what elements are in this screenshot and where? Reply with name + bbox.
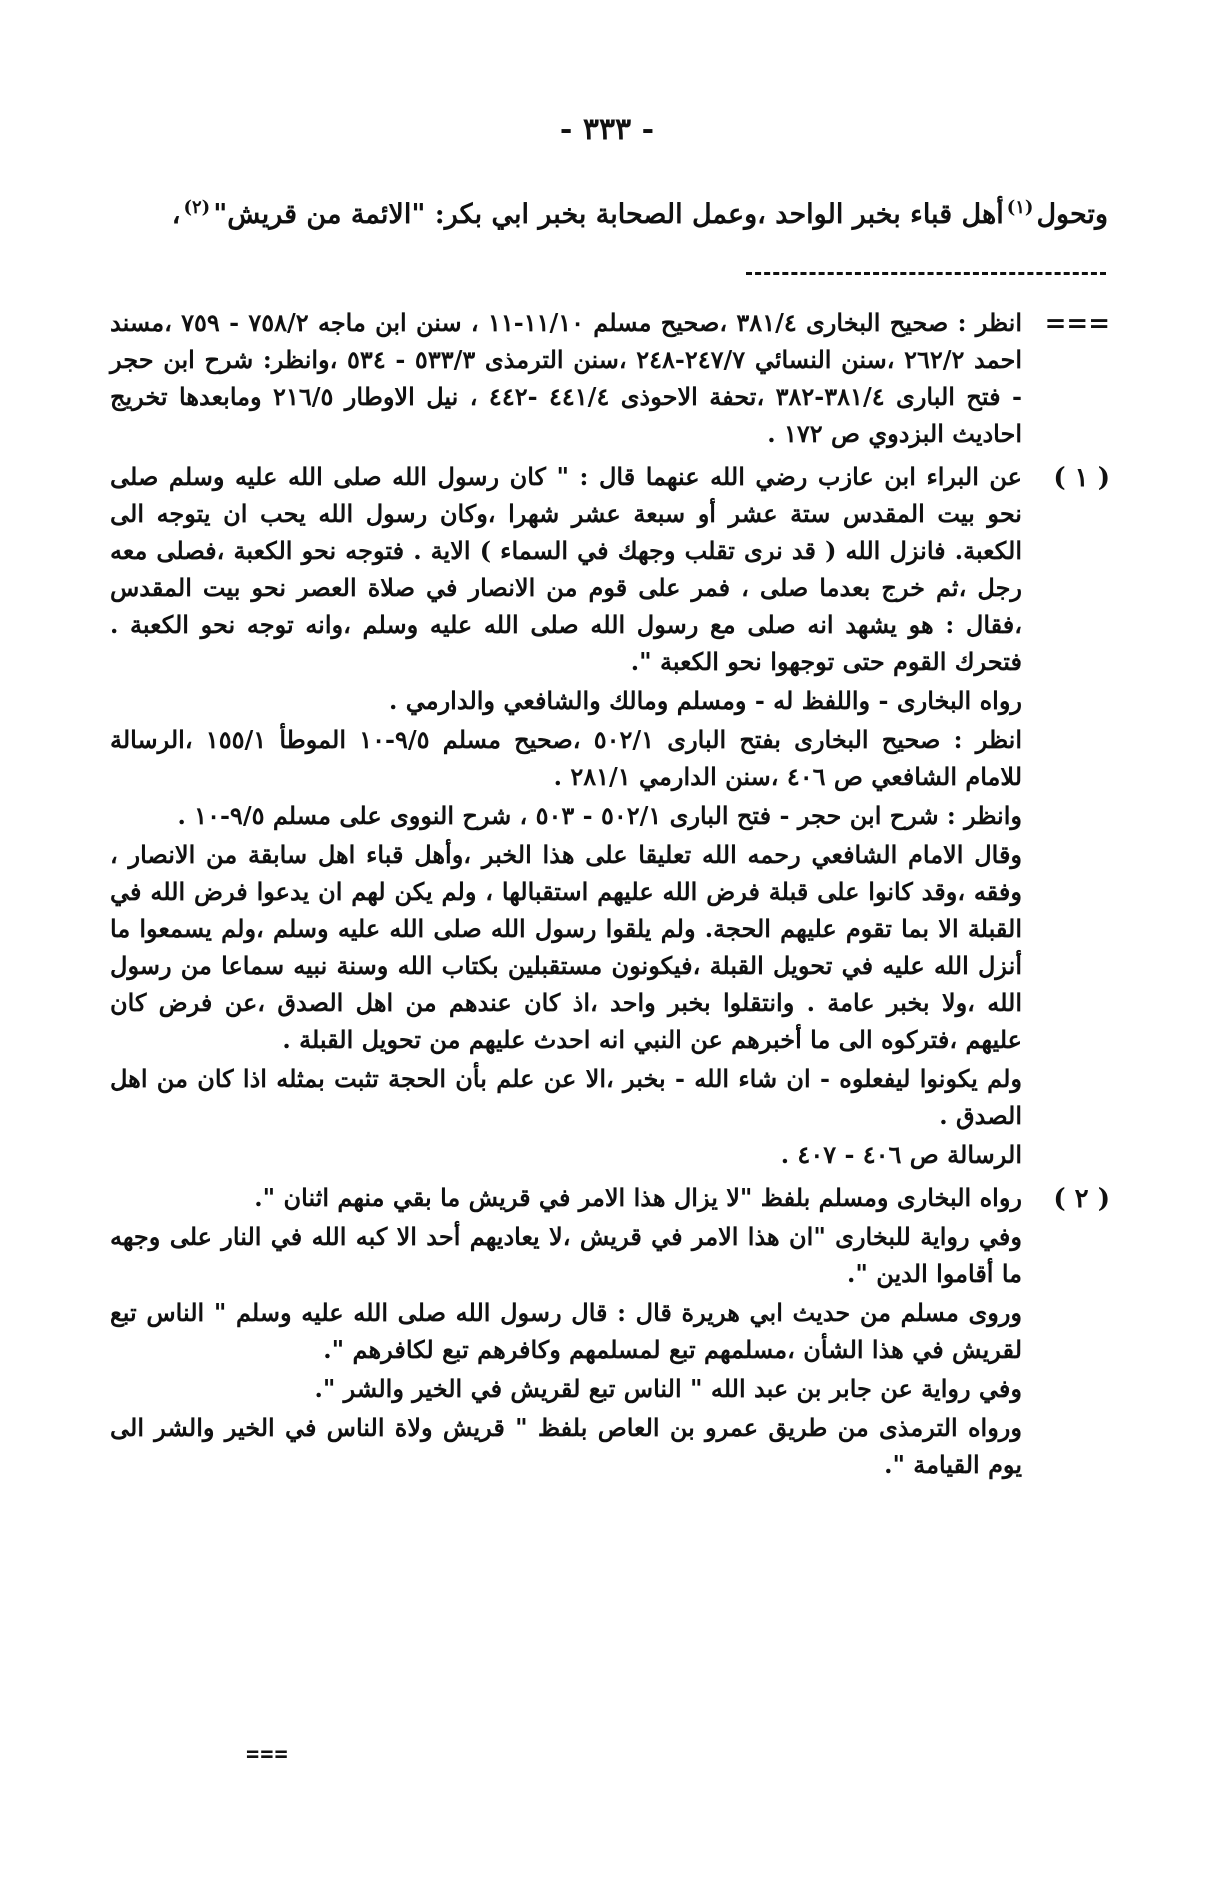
main-text-before: وتحول	[1036, 199, 1108, 230]
footnote-paragraph: ولم يكونوا ليفعلوه - ان شاء الله - بخبر ،الا عن علم بأن الحجة تثبت بمثله اذا كان من اهل الصدق .	[110, 1064, 1022, 1130]
footnote-paragraph: رواه البخارى ومسلم بلفظ "لا يزال هذا الامر في قريش ما بقي منهم اثنان ".	[254, 1183, 1022, 1212]
footnote-sources	[110, 304, 1110, 454]
footnote-paragraph: وانظر : شرح ابن حجر - فتح البارى ٥٠٢/١ - ٥٠٣ ، شرح النووى على مسلم ٩/٥-١٠ .	[177, 801, 1022, 830]
footnote-paragraph: الرسالة ص ٤٠٦ - ٤٠٧ .	[780, 1140, 1022, 1169]
footnote-ref-1: (١)	[1006, 197, 1034, 218]
footnote-2-body	[110, 1179, 1032, 1485]
footnote-sources-marker: ===	[1044, 309, 1110, 339]
footnote-paragraph: رواه البخارى - واللفظ له - ومسلم ومالك والشافعي والدارمي .	[389, 686, 1022, 715]
footnote-sources-body	[110, 304, 1032, 454]
footnote-paragraph: وفي رواية عن جابر بن عبد الله " الناس تبع لقريش في الخير والشر ".	[314, 1374, 1022, 1403]
footnote-2-marker: ( ٢ )	[1053, 1184, 1110, 1214]
footnote-paragraph: وقال الامام الشافعي رحمه الله تعليقا على هذا الخبر ،وأهل قباء اهل سابقة من الانصار ، وفقه ،وقد كانوا على قبلة فرض الله عليهم استقبالها ، ولم يكن لهم ان يدعوا فرض الله في القبلة الا بما تقوم عليهم الحجة. ولم يلقوا رسول الله صلى الله عليه وسلم ،ولم يسمعوا ما أنزل الله عليه في تحويل القبلة ،فيكونون مستقبلين بكتاب الله وسنة نبيه سماعا من رسول الله ،ولا بخبر عامة . وانتقلوا بخبر واحد ،اذ كان عندهم من اهل الصدق ،عن فرض كان عليهم ،فتركوه الى ما أخبرهم عن النبي انه احدث عليهم من تحويل القبلة .	[110, 840, 1022, 1054]
footnote-paragraph: وروى مسلم من حديث ابي هريرة قال : قال رسول الله صلى الله عليه وسلم " الناس تبع لقريش في هذا الشأن ،مسلمهم تبع لمسلمهم وكافرهم تبع لكافرهم ".	[110, 1298, 1022, 1364]
footnotes	[110, 304, 1110, 1489]
main-text-after: ،	[171, 199, 181, 230]
footnote-separator	[746, 272, 1106, 275]
footnote-1-body	[110, 458, 1032, 1175]
footnote-ref-2: (٢)	[183, 197, 211, 218]
page-number: - ٣٣٣ -	[559, 112, 655, 147]
footnote-1	[110, 458, 1110, 1175]
footnote-paragraph: انظر : صحيح البخارى ٣٨١/٤ ،صحيح مسلم ١١/١٠-١١ ، سنن ابن ماجه ٧٥٨/٢ - ٧٥٩ ،مسند احمد ٢٦٢/٢ ،سنن النسائي ٢٤٧/٧-٢٤٨ ،سنن الترمذى ٥٣٣/٣ - ٥٣٤ ،وانظر: شرح ابن حجر - فتح البارى ٣٨١/٤-٣٨٢ ،تحفة الاحوذى ٤٤١/٤ -٤٤٢ ، نيل الاوطار ٢١٦/٥ ومابعدها تخريج احاديث البزدوي ص ١٧٢ .	[110, 308, 1023, 448]
footnote-1-marker: ( ١ )	[1053, 463, 1110, 493]
footnote-paragraph: انظر : صحيح البخارى بفتح البارى ٥٠٢/١ ،صحيح مسلم ٩/٥-١٠ الموطأ ١٥٥/١ ،الرسالة للامام الشافعي ص ٤٠٦ ،سنن الدارمي ٢٨١/١ .	[110, 725, 1022, 791]
footnote-paragraph: ورواه الترمذى من طريق عمرو بن العاص بلفظ " قريش ولاة الناس في الخير والشر الى يوم القيامة ".	[110, 1413, 1022, 1479]
footnote-paragraph: عن البراء ابن عازب رضي الله عنهما قال : " كان رسول الله صلى الله عليه وسلم صلى نحو بيت المقدس ستة عشر أو سبعة عشر شهرا ،وكان رسول الله يحب ان يتوجه الى الكعبة. فانزل الله ( قد نرى تقلب وجهك في السماء ) الاية . فتوجه نحو الكعبة ،فصلى معه رجل ،ثم خرج بعدما صلى ، فمر على قوم من الانصار في صلاة العصر نحو بيت المقدس ،فقال : هو يشهد انه صلى مع رسول الله صلى الله عليه وسلم ،وانه توجه نحو الكعبة . فتحرك القوم حتى توجهوا نحو الكعبة ".	[110, 462, 1022, 676]
footnote-2	[110, 1179, 1110, 1485]
end-mark: ===	[246, 1742, 289, 1767]
main-text-middle: أهل قباء بخبر الواحد ،وعمل الصحابة بخبر ابي بكر: "الائمة من قريش"	[213, 199, 1004, 230]
main-text	[108, 188, 1108, 235]
footnote-paragraph: وفي رواية للبخارى "ان هذا الامر في قريش ،لا يعاديهم أحد الا كبه الله في النار على وجهه ما أقاموا الدين ".	[110, 1222, 1022, 1288]
